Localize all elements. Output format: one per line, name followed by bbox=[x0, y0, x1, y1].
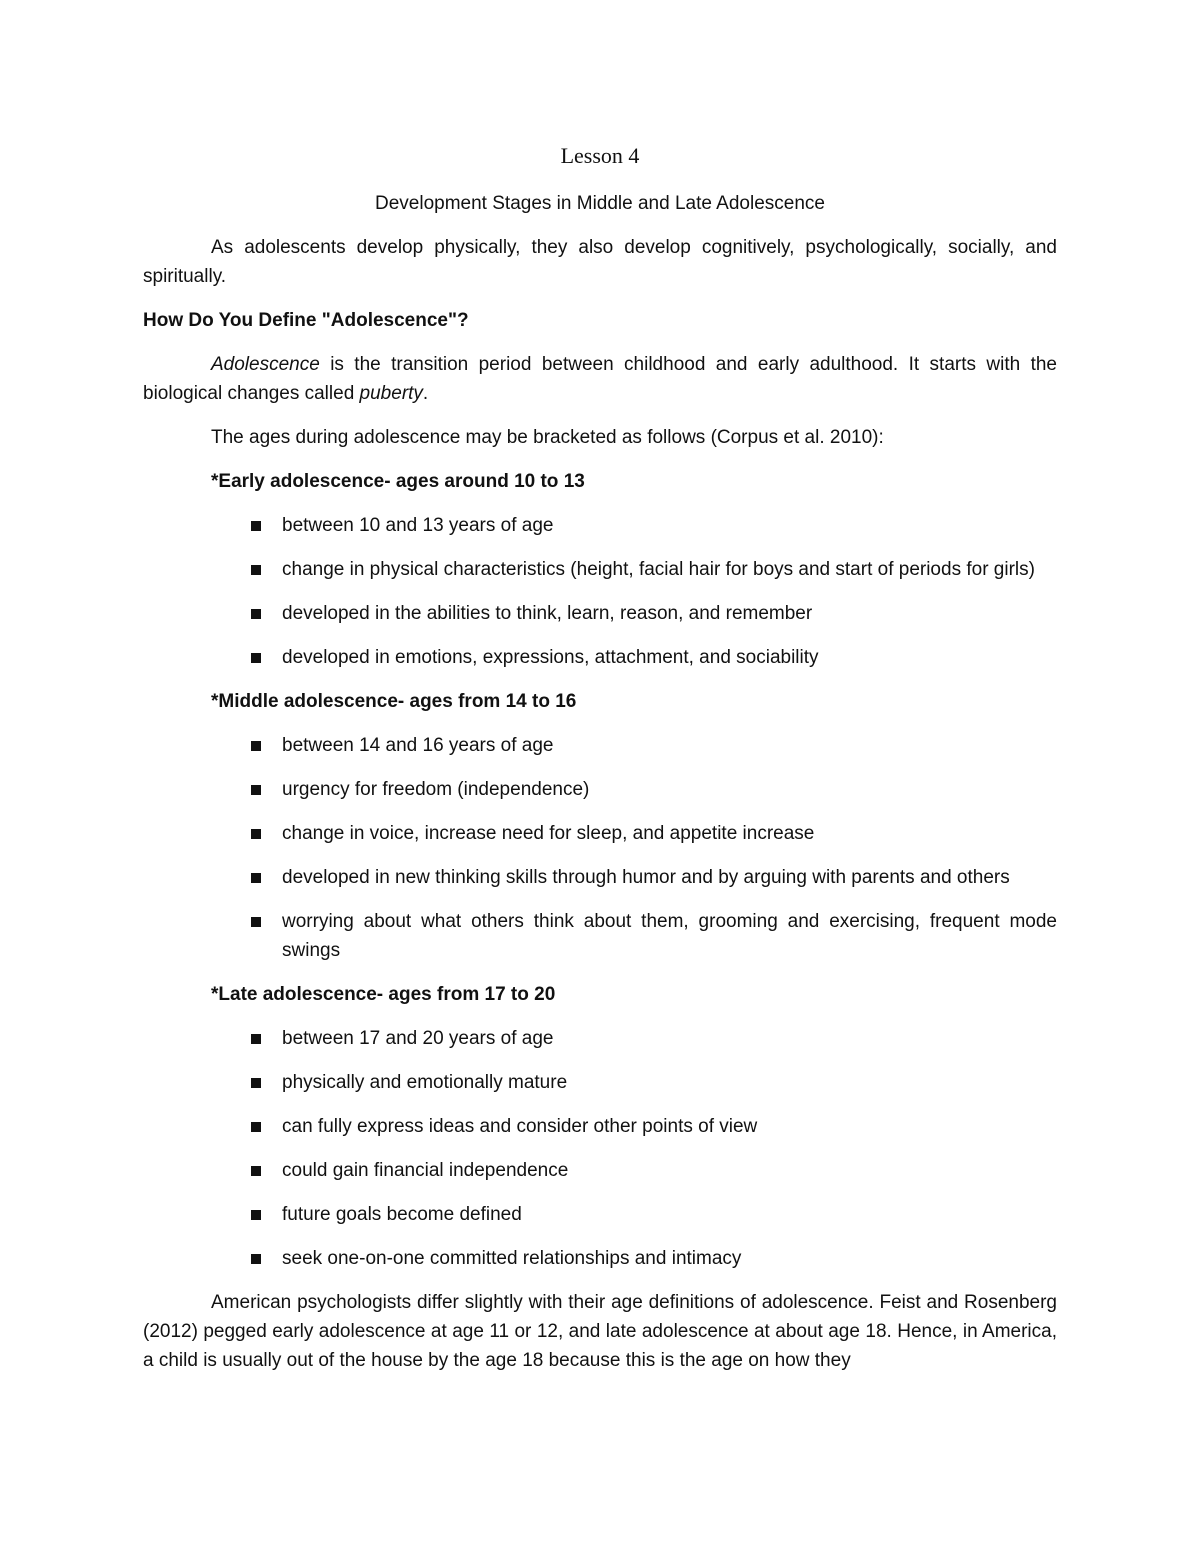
square-bullet-icon bbox=[251, 521, 261, 531]
list-item: between 14 and 16 years of age bbox=[143, 731, 1057, 760]
stage-list-middle bbox=[143, 731, 1057, 965]
list-item: between 17 and 20 years of age bbox=[143, 1024, 1057, 1053]
document-body bbox=[143, 140, 1057, 1375]
square-bullet-icon bbox=[251, 653, 261, 663]
square-bullet-icon bbox=[251, 873, 261, 883]
ages-intro: The ages during adolescence may be bracketed as follows (Corpus et al. 2010): bbox=[211, 427, 884, 448]
square-bullet-icon bbox=[251, 609, 261, 619]
definition-end: . bbox=[422, 383, 429, 404]
list-item: could gain financial independence bbox=[143, 1156, 1057, 1185]
definition-term: Adolescence bbox=[211, 354, 320, 375]
page-subtitle: Development Stages in Middle and Late Adolescence bbox=[375, 193, 825, 214]
square-bullet-icon bbox=[251, 565, 261, 575]
square-bullet-icon bbox=[251, 1166, 261, 1176]
list-item: can fully express ideas and consider other points of view bbox=[143, 1112, 1057, 1141]
definition-paragraph bbox=[143, 350, 1057, 408]
square-bullet-icon bbox=[251, 1122, 261, 1132]
list-item: developed in emotions, expressions, attachment, and sociability bbox=[143, 643, 1057, 672]
list-item: future goals become defined bbox=[143, 1200, 1057, 1229]
list-item: developed in new thinking skills through humor and by arguing with parents and others bbox=[143, 863, 1057, 892]
intro-paragraph: As adolescents develop physically, they also develop cognitively, psychologically, socially, and spiritually. bbox=[143, 237, 1057, 287]
closing-paragraph: American psychologists differ slightly with their age definitions of adolescence. Feist and Rosenberg (2012) pegged early adolescence at age 11 or 12, and late adolescence at about age 18. Hence, in America, a child is usually out of the house by the age 18 because this is the age on how they bbox=[143, 1292, 1057, 1371]
list-item: seek one-on-one committed relationships and intimacy bbox=[143, 1244, 1057, 1273]
square-bullet-icon bbox=[251, 1078, 261, 1088]
square-bullet-icon bbox=[251, 829, 261, 839]
stage-list-early bbox=[143, 511, 1057, 672]
stage-heading-middle: *Middle adolescence- ages from 14 to 16 bbox=[211, 691, 577, 712]
page-title: Lesson 4 bbox=[560, 143, 640, 168]
square-bullet-icon bbox=[251, 785, 261, 795]
definition-puberty: puberty bbox=[359, 383, 423, 404]
list-item: urgency for freedom (independence) bbox=[143, 775, 1057, 804]
square-bullet-icon bbox=[251, 741, 261, 751]
square-bullet-icon bbox=[251, 1034, 261, 1044]
list-item: developed in the abilities to think, learn, reason, and remember bbox=[143, 599, 1057, 628]
list-item: change in physical characteristics (height, facial hair for boys and start of periods for girls) bbox=[143, 555, 1057, 584]
square-bullet-icon bbox=[251, 1210, 261, 1220]
section-heading: How Do You Define "Adolescence"? bbox=[143, 310, 469, 331]
stage-list-late bbox=[143, 1024, 1057, 1273]
list-item: between 10 and 13 years of age bbox=[143, 511, 1057, 540]
list-item: worrying about what others think about them, grooming and exercising, frequent mode swings bbox=[143, 907, 1057, 965]
list-item: change in voice, increase need for sleep, and appetite increase bbox=[143, 819, 1057, 848]
stage-heading-early: *Early adolescence- ages around 10 to 13 bbox=[211, 471, 585, 492]
square-bullet-icon bbox=[251, 917, 261, 927]
definition-text: is the transition period between childhood and early adulthood. It starts with the biological changes called bbox=[143, 354, 1057, 404]
square-bullet-icon bbox=[251, 1254, 261, 1264]
list-item: physically and emotionally mature bbox=[143, 1068, 1057, 1097]
stage-heading-late: *Late adolescence- ages from 17 to 20 bbox=[211, 984, 556, 1005]
